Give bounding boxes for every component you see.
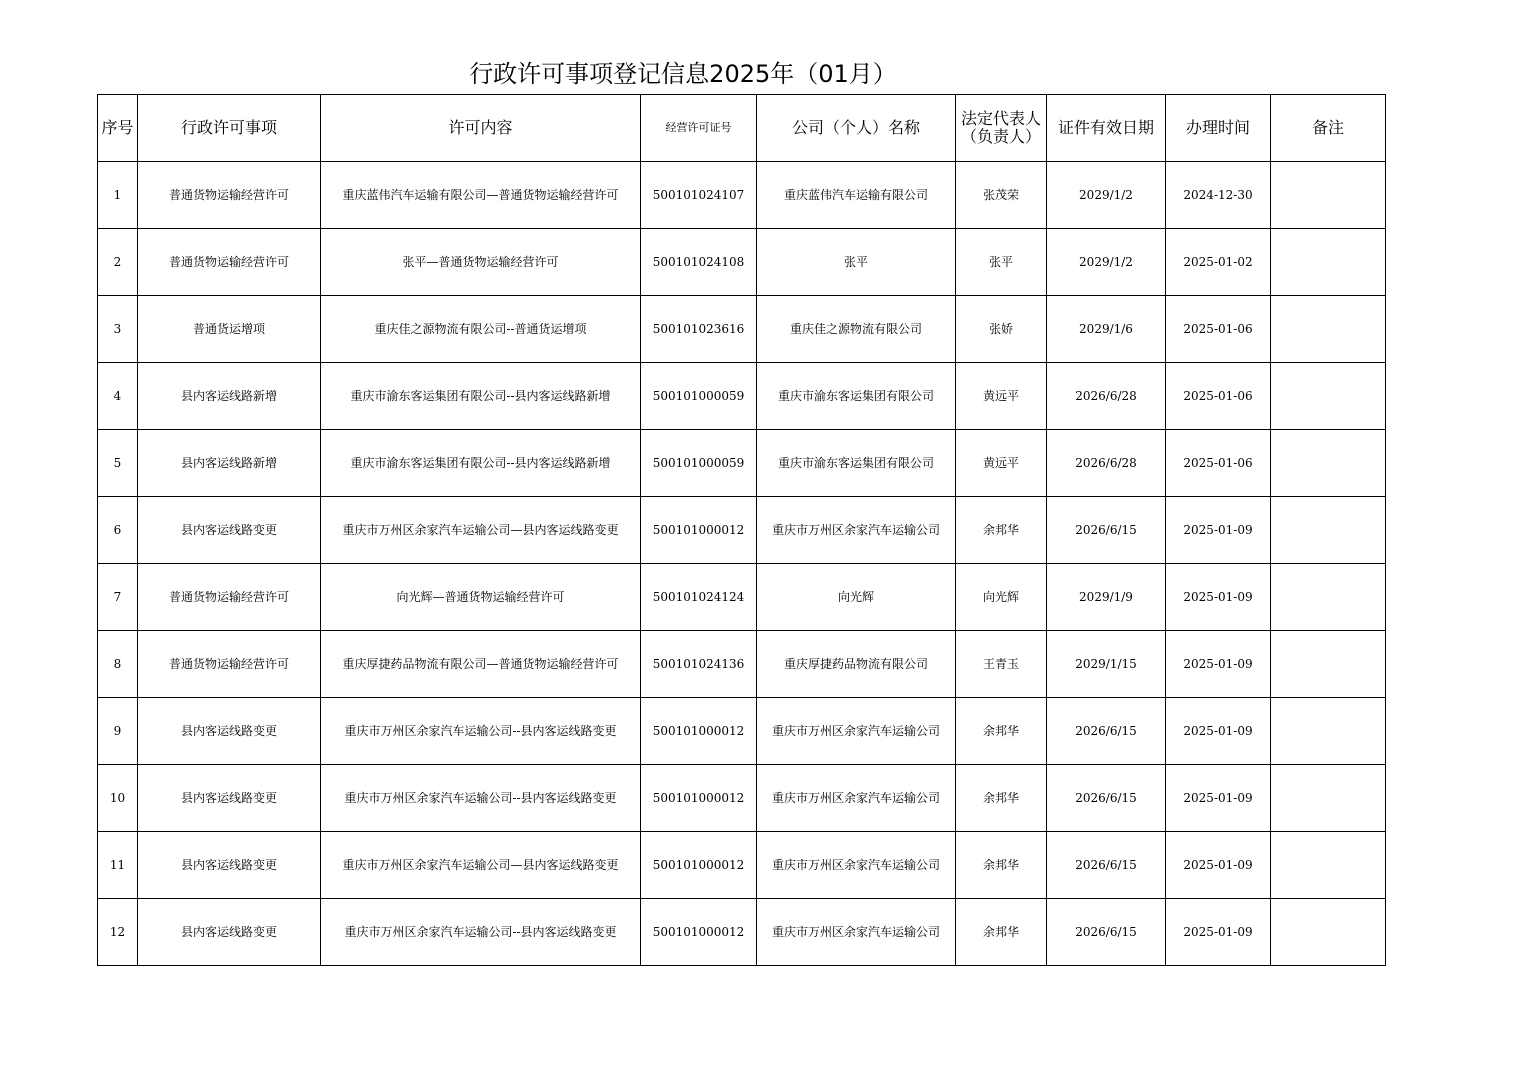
cell-valid-date: 2026/6/15 xyxy=(1047,698,1166,765)
cell-item: 普通货物运输经营许可 xyxy=(138,229,321,296)
cell-content: 重庆厚捷药品物流有限公司—普通货物运输经营许可 xyxy=(321,631,641,698)
table-row xyxy=(98,162,1386,229)
header-legal-rep: 法定代表人（负责人） xyxy=(956,95,1047,162)
cell-content: 重庆市万州区余家汽车运输公司—县内客运线路变更 xyxy=(321,497,641,564)
cell-handle-time: 2025-01-06 xyxy=(1166,296,1271,363)
table-row xyxy=(98,698,1386,765)
cell-item: 县内客运线路变更 xyxy=(138,832,321,899)
cell-item: 普通货物运输经营许可 xyxy=(138,631,321,698)
cell-seq: 8 xyxy=(98,631,138,698)
cell-license-no: 500101024107 xyxy=(641,162,757,229)
cell-handle-time: 2025-01-09 xyxy=(1166,899,1271,966)
header-remark: 备注 xyxy=(1271,95,1386,162)
table-row xyxy=(98,899,1386,966)
cell-license-no: 500101000012 xyxy=(641,765,757,832)
cell-content: 重庆市渝东客运集团有限公司--县内客运线路新增 xyxy=(321,430,641,497)
header-company: 公司（个人）名称 xyxy=(757,95,956,162)
registration-table xyxy=(97,94,1386,966)
cell-seq: 9 xyxy=(98,698,138,765)
cell-content: 张平—普通货物运输经营许可 xyxy=(321,229,641,296)
cell-legal-rep: 余邦华 xyxy=(956,497,1047,564)
header-seq: 序号 xyxy=(98,95,138,162)
cell-content: 向光辉—普通货物运输经营许可 xyxy=(321,564,641,631)
cell-valid-date: 2029/1/6 xyxy=(1047,296,1166,363)
cell-legal-rep: 黄远平 xyxy=(956,363,1047,430)
table-row xyxy=(98,631,1386,698)
cell-remark xyxy=(1271,296,1386,363)
cell-valid-date: 2026/6/28 xyxy=(1047,430,1166,497)
page-title: 行政许可事项登记信息2025年（01月） xyxy=(469,60,897,88)
cell-seq: 12 xyxy=(98,899,138,966)
cell-remark xyxy=(1271,899,1386,966)
cell-valid-date: 2029/1/2 xyxy=(1047,162,1166,229)
cell-remark xyxy=(1271,430,1386,497)
cell-legal-rep: 张茂荣 xyxy=(956,162,1047,229)
cell-legal-rep: 余邦华 xyxy=(956,832,1047,899)
cell-handle-time: 2025-01-09 xyxy=(1166,564,1271,631)
header-license-no: 经营许可证号 xyxy=(641,95,757,162)
cell-company: 向光辉 xyxy=(757,564,956,631)
table-row xyxy=(98,363,1386,430)
cell-seq: 6 xyxy=(98,497,138,564)
cell-item: 县内客运线路变更 xyxy=(138,497,321,564)
cell-handle-time: 2025-01-09 xyxy=(1166,832,1271,899)
cell-legal-rep: 黄远平 xyxy=(956,430,1047,497)
cell-item: 县内客运线路变更 xyxy=(138,765,321,832)
cell-handle-time: 2025-01-09 xyxy=(1166,497,1271,564)
table-row xyxy=(98,296,1386,363)
cell-company: 重庆市万州区余家汽车运输公司 xyxy=(757,497,956,564)
cell-company: 张平 xyxy=(757,229,956,296)
cell-legal-rep: 张娇 xyxy=(956,296,1047,363)
cell-handle-time: 2025-01-02 xyxy=(1166,229,1271,296)
cell-item: 县内客运线路变更 xyxy=(138,899,321,966)
header-valid-date: 证件有效日期 xyxy=(1047,95,1166,162)
cell-remark xyxy=(1271,363,1386,430)
cell-remark xyxy=(1271,497,1386,564)
cell-license-no: 500101024136 xyxy=(641,631,757,698)
cell-company: 重庆蓝伟汽车运输有限公司 xyxy=(757,162,956,229)
cell-content: 重庆佳之源物流有限公司--普通货运增项 xyxy=(321,296,641,363)
cell-handle-time: 2025-01-06 xyxy=(1166,430,1271,497)
cell-license-no: 500101000059 xyxy=(641,430,757,497)
cell-seq: 11 xyxy=(98,832,138,899)
cell-seq: 10 xyxy=(98,765,138,832)
cell-license-no: 500101000012 xyxy=(641,899,757,966)
cell-item: 普通货运增项 xyxy=(138,296,321,363)
cell-company: 重庆市渝东客运集团有限公司 xyxy=(757,363,956,430)
header-content: 许可内容 xyxy=(321,95,641,162)
cell-handle-time: 2024-12-30 xyxy=(1166,162,1271,229)
cell-item: 普通货物运输经营许可 xyxy=(138,162,321,229)
cell-remark xyxy=(1271,832,1386,899)
cell-company: 重庆厚捷药品物流有限公司 xyxy=(757,631,956,698)
cell-license-no: 500101024108 xyxy=(641,229,757,296)
cell-legal-rep: 余邦华 xyxy=(956,899,1047,966)
header-handle-time: 办理时间 xyxy=(1166,95,1271,162)
cell-remark xyxy=(1271,765,1386,832)
cell-license-no: 500101000012 xyxy=(641,832,757,899)
cell-valid-date: 2026/6/15 xyxy=(1047,899,1166,966)
cell-remark xyxy=(1271,564,1386,631)
cell-license-no: 500101023616 xyxy=(641,296,757,363)
cell-legal-rep: 向光辉 xyxy=(956,564,1047,631)
cell-company: 重庆佳之源物流有限公司 xyxy=(757,296,956,363)
cell-seq: 2 xyxy=(98,229,138,296)
cell-remark xyxy=(1271,631,1386,698)
cell-seq: 4 xyxy=(98,363,138,430)
cell-content: 重庆市渝东客运集团有限公司--县内客运线路新增 xyxy=(321,363,641,430)
header-item: 行政许可事项 xyxy=(138,95,321,162)
cell-content: 重庆蓝伟汽车运输有限公司—普通货物运输经营许可 xyxy=(321,162,641,229)
cell-content: 重庆市万州区余家汽车运输公司--县内客运线路变更 xyxy=(321,765,641,832)
cell-remark xyxy=(1271,698,1386,765)
cell-handle-time: 2025-01-09 xyxy=(1166,631,1271,698)
cell-legal-rep: 余邦华 xyxy=(956,698,1047,765)
table-row xyxy=(98,765,1386,832)
cell-license-no: 500101000012 xyxy=(641,698,757,765)
cell-handle-time: 2025-01-09 xyxy=(1166,698,1271,765)
cell-seq: 3 xyxy=(98,296,138,363)
cell-company: 重庆市渝东客运集团有限公司 xyxy=(757,430,956,497)
cell-content: 重庆市万州区余家汽车运输公司—县内客运线路变更 xyxy=(321,832,641,899)
cell-content: 重庆市万州区余家汽车运输公司--县内客运线路变更 xyxy=(321,698,641,765)
cell-seq: 5 xyxy=(98,430,138,497)
cell-valid-date: 2026/6/15 xyxy=(1047,765,1166,832)
header-row xyxy=(98,95,1386,162)
table-row xyxy=(98,497,1386,564)
cell-company: 重庆市万州区余家汽车运输公司 xyxy=(757,899,956,966)
cell-company: 重庆市万州区余家汽车运输公司 xyxy=(757,832,956,899)
cell-item: 县内客运线路变更 xyxy=(138,698,321,765)
cell-valid-date: 2029/1/15 xyxy=(1047,631,1166,698)
cell-valid-date: 2029/1/2 xyxy=(1047,229,1166,296)
cell-handle-time: 2025-01-09 xyxy=(1166,765,1271,832)
cell-item: 县内客运线路新增 xyxy=(138,430,321,497)
cell-legal-rep: 张平 xyxy=(956,229,1047,296)
cell-item: 普通货物运输经营许可 xyxy=(138,564,321,631)
cell-license-no: 500101000012 xyxy=(641,497,757,564)
cell-handle-time: 2025-01-06 xyxy=(1166,363,1271,430)
table-row xyxy=(98,564,1386,631)
table-row xyxy=(98,832,1386,899)
cell-valid-date: 2026/6/15 xyxy=(1047,497,1166,564)
cell-valid-date: 2029/1/9 xyxy=(1047,564,1166,631)
cell-license-no: 500101000059 xyxy=(641,363,757,430)
cell-valid-date: 2026/6/15 xyxy=(1047,832,1166,899)
cell-company: 重庆市万州区余家汽车运输公司 xyxy=(757,698,956,765)
cell-remark xyxy=(1271,229,1386,296)
cell-seq: 1 xyxy=(98,162,138,229)
cell-seq: 7 xyxy=(98,564,138,631)
cell-legal-rep: 余邦华 xyxy=(956,765,1047,832)
cell-legal-rep: 王青玉 xyxy=(956,631,1047,698)
table-row xyxy=(98,229,1386,296)
table-row xyxy=(98,430,1386,497)
cell-license-no: 500101024124 xyxy=(641,564,757,631)
cell-content: 重庆市万州区余家汽车运输公司--县内客运线路变更 xyxy=(321,899,641,966)
cell-valid-date: 2026/6/28 xyxy=(1047,363,1166,430)
cell-item: 县内客运线路新增 xyxy=(138,363,321,430)
cell-company: 重庆市万州区余家汽车运输公司 xyxy=(757,765,956,832)
cell-remark xyxy=(1271,162,1386,229)
